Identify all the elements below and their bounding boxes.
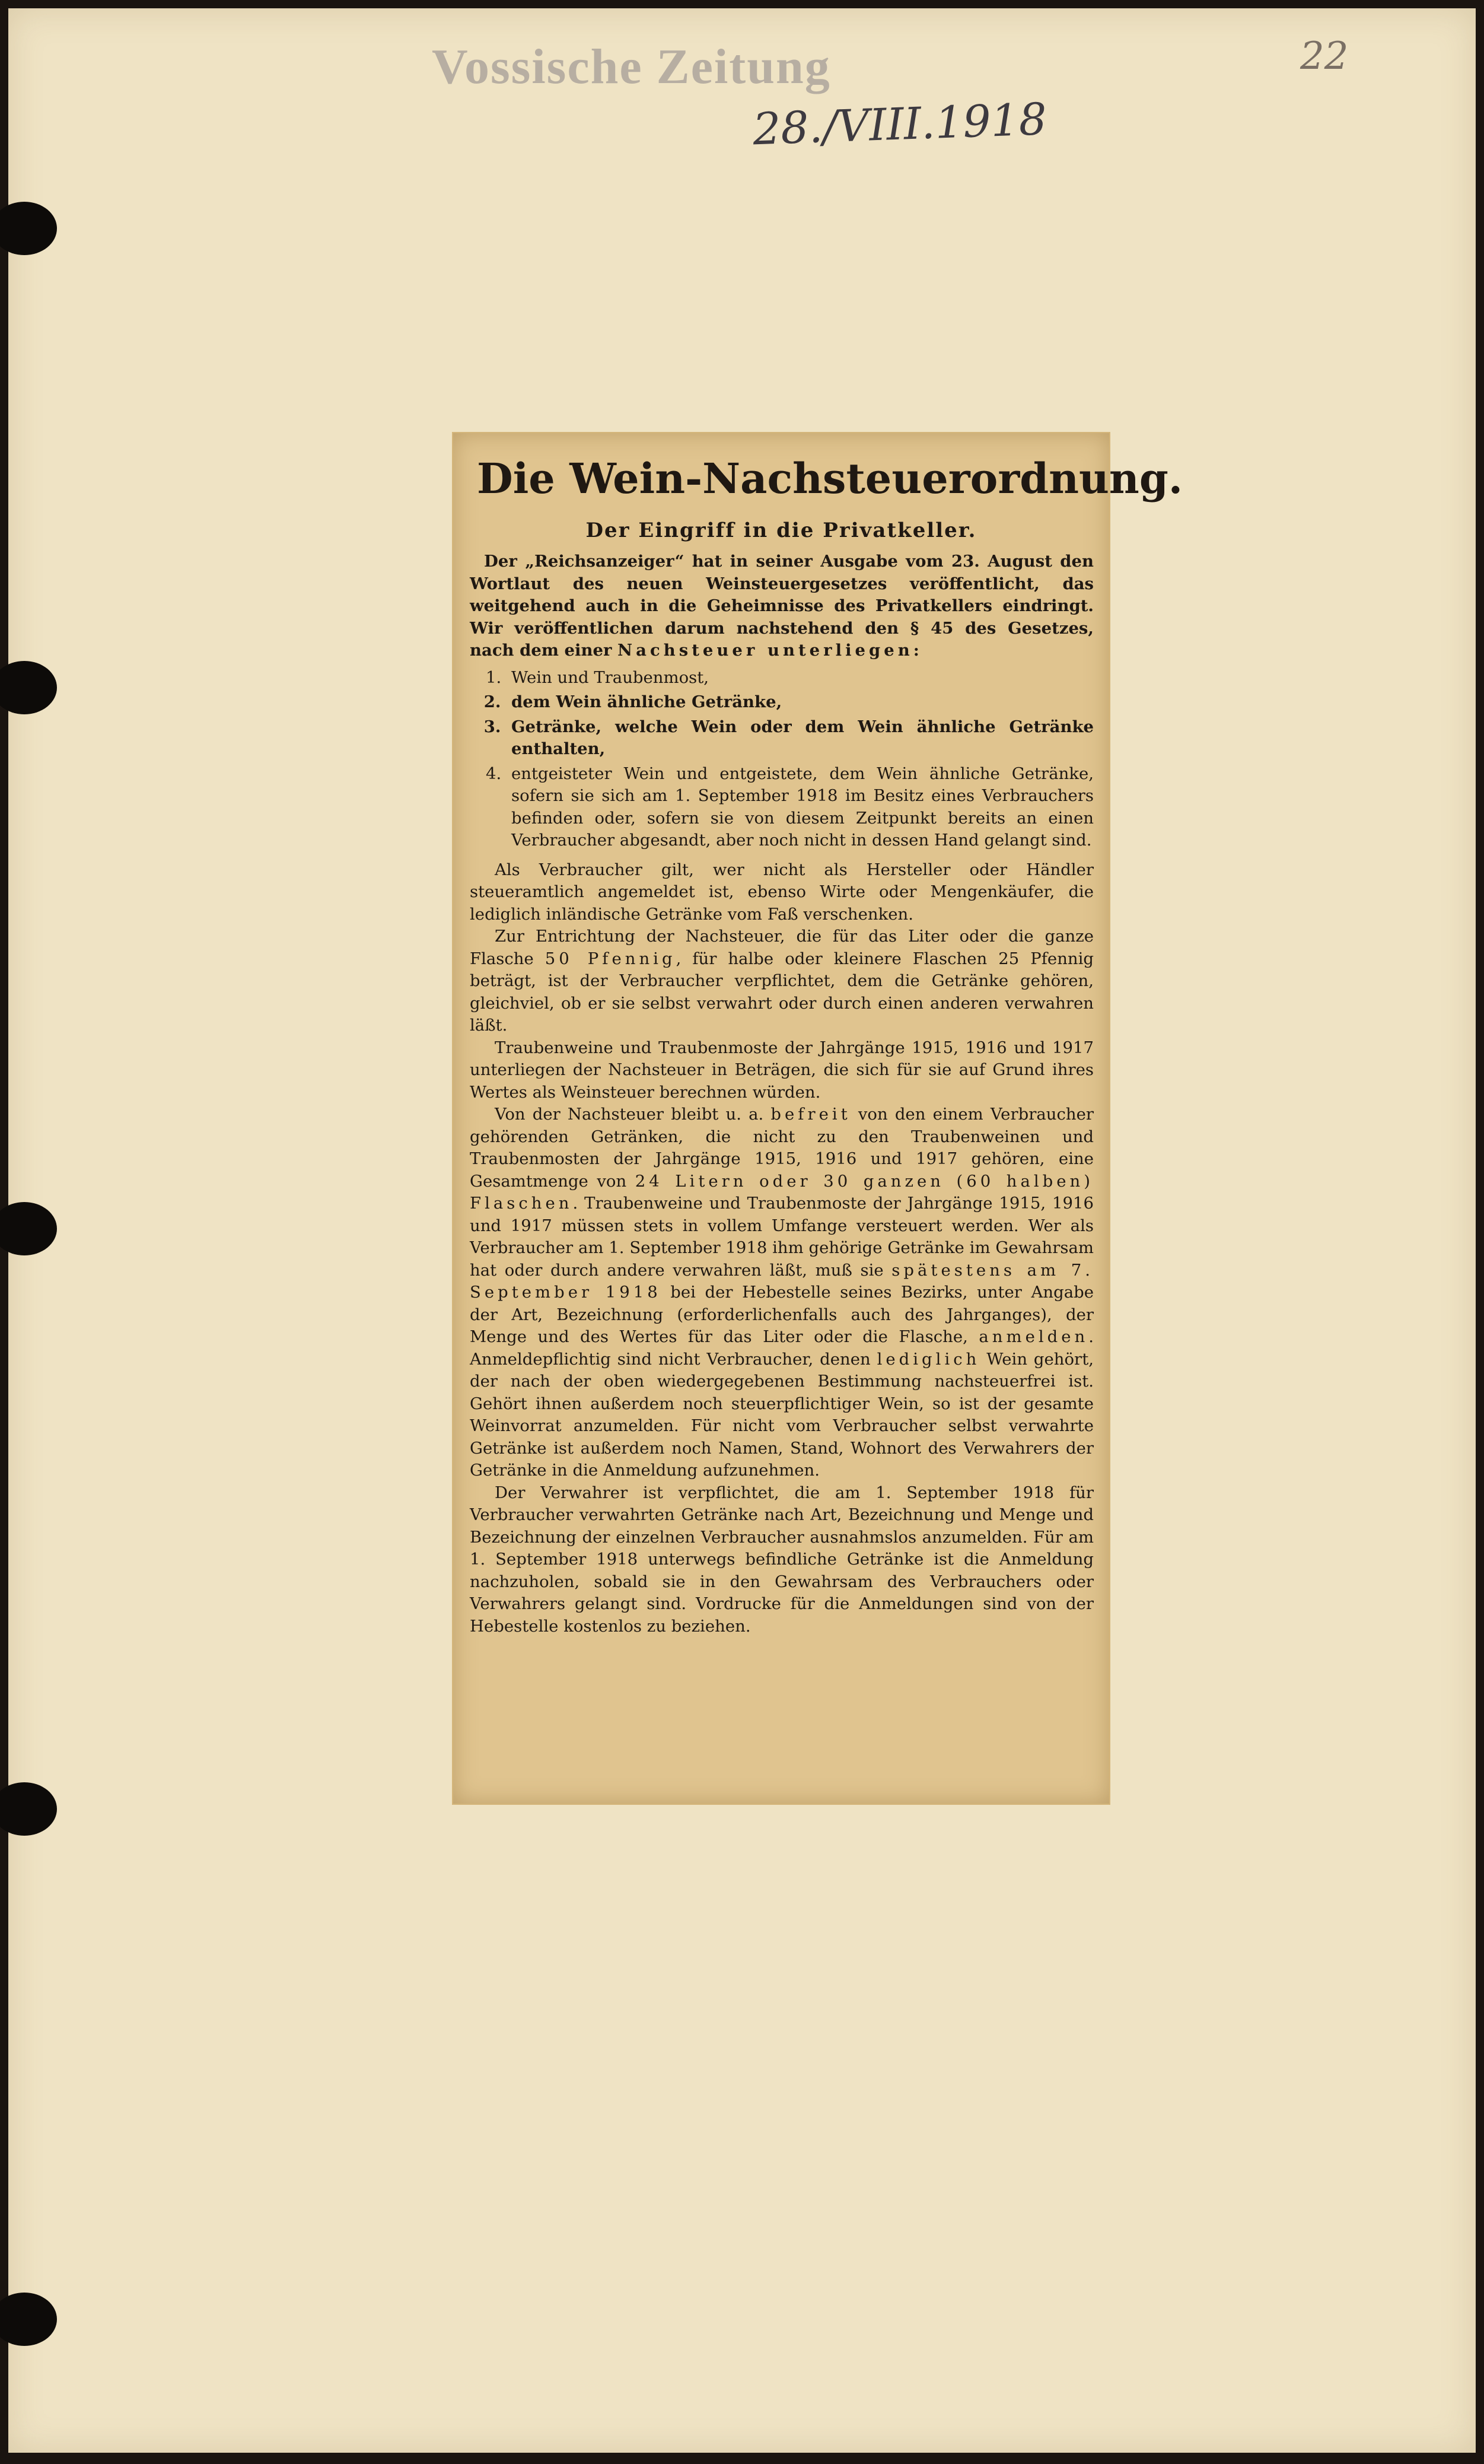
taxable-items-list	[470, 667, 1094, 852]
paragraph-verwahrer: Der Verwahrer ist verpflichtet, die am 1. September 1918 für Verbraucher verwahrten Getränke nach Art, Bezeichnung und Menge und Bezeichnung der einzelnen Verbraucher ausnahmslos anzumelden. Für am 1. September 1918 unterwegs befindliche Getränke ist die Anmeldung nachzuholen, sobald sie in den Gewahrsam des Verbrauchers oder Verwahrers gelangt sind. Vordrucke für die Anmeldungen sind von der Hebestelle kostenlos zu beziehen.	[470, 1483, 1094, 1636]
paragraph-verbraucher: Als Verbraucher gilt, wer nicht als Hersteller oder Händler steueramtlich angemeldet ist, ebenso Wirte oder Mengenkäufer, die lediglich inländische Getränke vom Faß verschenken.	[470, 860, 1094, 924]
list-item: 3. Getränke, welche Wein oder dem Wein ähnliche Getränke enthalten,	[507, 716, 1094, 761]
newspaper-clipping	[453, 433, 1183, 1804]
handwritten-folio-number: 22	[1300, 34, 1349, 78]
punch-hole	[0, 1202, 57, 1255]
list-item: 4. entgeisteter Wein und entgeistete, dem Wein ähnliche Getränke, sofern sie sich am 1. September 1918 im Besitz eines Verbrauchers befinden oder, sofern sie von diesem Zeitpunkt bereits an einen Verbraucher abgesandt, aber noch nicht in dessen Hand gelangt sind.	[507, 763, 1094, 852]
punch-hole	[0, 202, 57, 255]
paragraph-entrichtung: Zur Entrichtung der Nachsteuer, die für das Liter oder die ganze Flasche 50 Pfennig, für halbe oder kleinere Flaschen 25 Pfennig beträgt, ist der Verbraucher verpflichtet, dem die Getränke gehören, gleichviel, ob er sie selbst verwahrt oder durch einen anderen verwahren läßt.	[470, 927, 1094, 1035]
handwritten-date: 28./VIII.1918	[751, 94, 1048, 155]
intro-paragraph: Der „Reichsanzeiger“ hat in seiner Ausgabe vom 23. August den Wortlaut des neuen Weinsteuergesetzes veröffentlicht, das weitgehend auch in die Geheimnisse des Privatkellers eindringt. Wir veröffentlichen darum nachstehend den § 45 des Gesetzes, nach dem einer Nachsteuer unterliegen:	[470, 552, 1094, 660]
punch-hole	[0, 2293, 57, 2346]
paragraph-jahrgaenge: Traubenweine und Traubenmoste der Jahrgänge 1915, 1916 und 1917 unterliegen der Nachsteuer in Beträgen, die sich für sie auf Grund ihres Wertes als Weinsteuer berechnen würden.	[470, 1038, 1094, 1102]
paragraph-befreiung: Von der Nachsteuer bleibt u. a. befreit von den einem Verbraucher gehörenden Getränken, die nicht zu den Traubenweinen und Traubenmosten der Jahrgänge 1915, 1916 und 1917 gehören, eine Gesamtmenge von 24 Litern oder 30 ganzen (60 halben) Flaschen. Traubenweine und Traubenmoste der Jahrgänge 1915, 1916 und 1917 müssen stets in vollem Umfange versteuert werden. Wer als Verbraucher am 1. September 1918 ihm gehörige Getränke im Gewahrsam hat oder durch andere verwahren läßt, muß sie spätestens am 7. September 1918 bei der Hebestelle seines Bezirks, unter Angabe der Art, Bezeichnung (erforderlichenfalls auch des Jahrganges), der Menge und des Wertes für das Liter oder die Flasche, anmelden. Anmeldepflichtig sind nicht Verbraucher, denen lediglich Wein gehört, der nach der oben wiedergegebenen Bestimmung nachsteuerfrei ist. Gehört ihnen außerdem noch steuerpflichtiger Wein, so ist der gesamte Weinvorrat anzumelden. Für nicht vom Verbraucher selbst verwahrte Getränke ist außerdem noch Namen, Stand, Wohnort des Verwahrers der Getränke in die Anmeldung aufzunehmen.	[470, 1105, 1094, 1480]
list-item: 2. dem Wein ähnliche Getränke,	[507, 691, 1094, 714]
article-subtitle: Der Eingriff in die Privatkeller.	[585, 519, 977, 542]
list-item: 1. Wein und Traubenmost,	[507, 667, 1094, 689]
newspaper-stamp: Vossische Zeitung	[432, 39, 831, 94]
punch-hole	[0, 661, 57, 714]
article-body	[470, 551, 1094, 1791]
article-title: Die Wein-Nachsteuerordnung.	[477, 454, 1183, 503]
punch-hole	[0, 1782, 57, 1836]
